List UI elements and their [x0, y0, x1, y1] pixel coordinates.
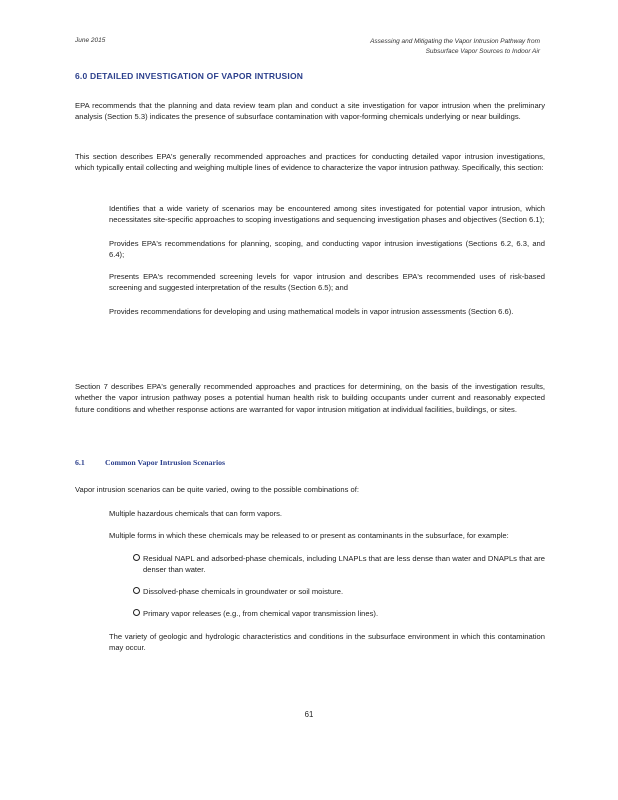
- header-title-line2: Subsurface Vapor Sources to Indoor Air: [425, 48, 540, 55]
- list-item-text: Multiple hazardous chemicals that can form vapors.: [109, 509, 283, 518]
- combinations-bullet-list: [75, 508, 545, 664]
- section-heading: 6.0 DETAILED INVESTIGATION OF VAPOR INTRUSION: [75, 71, 304, 81]
- subsection-title: Common Vapor Intrusion Scenarios: [105, 458, 226, 467]
- list-item-text: Provides recommendations for developing and using mathematical models in vapor intrusion assessments (Section 6.6).: [109, 306, 514, 316]
- section-overview-paragraph: This section describes EPA's generally recommended approaches and practices for conducting detailed vapor intrusion investigations, which typically entail collecting and weighing multiple lines of evidence to characterize the vapor intrusion pathway. Specifically, this section:: [75, 152, 545, 173]
- section-bullet-list: [75, 203, 545, 328]
- list-item-text: The variety of geologic and hydrologic characteristics and conditions in the subsurface environment in which this contamination may occur.: [109, 631, 545, 653]
- list-item: [75, 306, 545, 317]
- list-item: [75, 631, 545, 654]
- sub-list-item-text: Dissolved-phase chemicals in groundwater or soil moisture.: [143, 587, 344, 597]
- header-date: June 2015: [75, 37, 106, 44]
- list-item: [75, 530, 545, 619]
- list-item: [75, 271, 545, 294]
- list-item: [75, 238, 545, 261]
- section7-paragraph: Section 7 describes EPA's generally recommended approaches and practices for determining, on the basis of the investigation results, whether the vapor intrusion pathway poses a potential human health risk to building occupants under current and reasonably expected future conditions and whether response actions are warranted for vapor intrusion mitigation at individual facilities, buildings, or sites.: [75, 382, 545, 414]
- sub-list-item: [109, 586, 545, 597]
- list-item: [75, 203, 545, 226]
- circle-bullet-icon: [133, 554, 140, 561]
- sub-list-item: [109, 608, 545, 619]
- subsection-heading: [75, 458, 225, 467]
- sub-list-item: [109, 553, 545, 576]
- circle-bullet-icon: [133, 587, 140, 594]
- header-title: [370, 37, 540, 57]
- list-item: [75, 508, 545, 519]
- circle-bullet-icon: [133, 609, 140, 616]
- sub-list-item-text: Residual NAPL and adsorbed-phase chemicals, including LNAPLs that are less dense than water and DNAPLs that are denser than water.: [143, 553, 545, 574]
- intro-paragraph: EPA recommends that the planning and data review team plan and conduct a site investigation for vapor intrusion when the preliminary analysis (Section 5.3) indicates the presence of subsurface contamination with vapor-forming chemicals underlying or near buildings.: [75, 101, 545, 122]
- subsection-number: 6.1: [75, 458, 85, 467]
- page-number: 61: [304, 710, 314, 719]
- sub-list-item-text: Primary vapor releases (e.g., from chemical vapor transmission lines).: [143, 609, 379, 619]
- list-item-text: Presents EPA's recommended screening levels for vapor intrusion and describes EPA's recommended uses of risk-based screening and suggested interpretation of the results (Section 6.5); and: [109, 272, 545, 293]
- list-item-text: Identifies that a wide variety of scenarios may be encountered among sites investigated for potential vapor intrusion, which necessitates site-specific approaches to scoping investigations and sequencing investigation phases and objectives (Section 6.1);: [109, 204, 545, 225]
- sub-bullet-list: [109, 553, 545, 620]
- header-title-line1: Assessing and Mitigating the Vapor Intrusion Pathway from: [370, 38, 540, 45]
- list-item-text: Provides EPA's recommendations for planning, scoping, and conducting vapor intrusion investigations (Sections 6.2, 6.3, and 6.4);: [109, 238, 545, 259]
- list-item-text: Multiple forms in which these chemicals may be released to or present as contaminants in the subsurface, for example:: [109, 531, 509, 541]
- scenarios-paragraph: Vapor intrusion scenarios can be quite varied, owing to the possible combinations of:: [75, 485, 359, 494]
